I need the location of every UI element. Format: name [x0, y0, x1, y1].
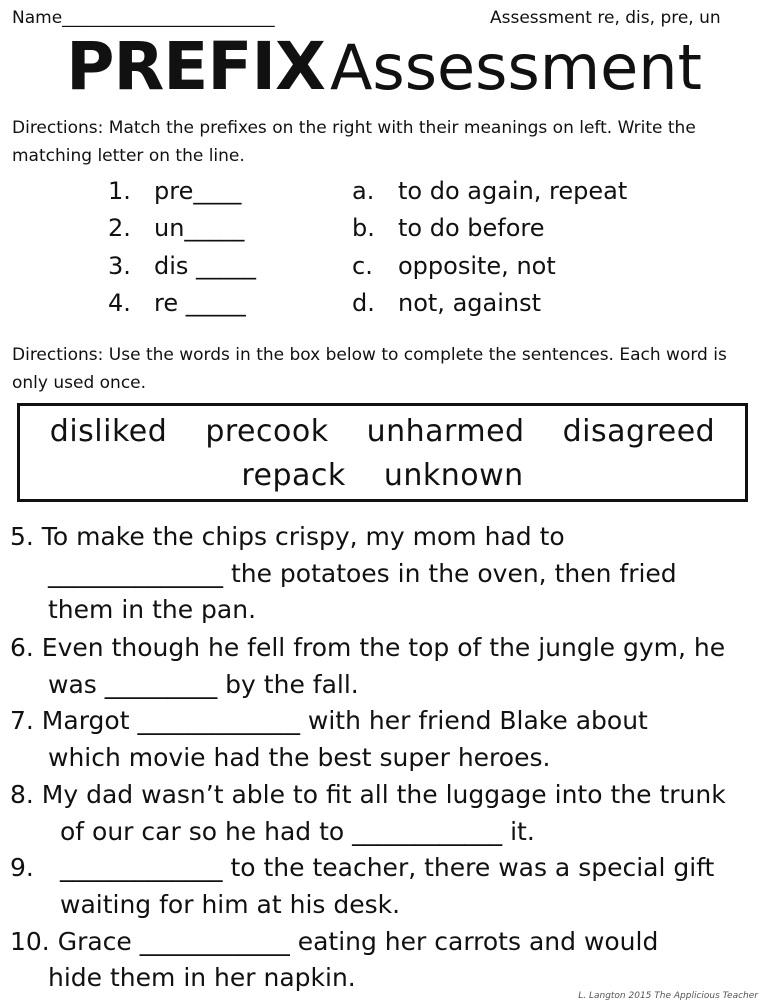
meaning-item [352, 214, 545, 242]
prefix-item [108, 289, 246, 317]
question-line: which movie had the best super heroes. [48, 743, 551, 772]
question-line: 8. My dad wasn’t able to fit all the luggage into the trunk [10, 780, 726, 809]
question-line: of our car so he had to ____________ it. [60, 817, 535, 846]
meaning-text: not, against [398, 289, 542, 317]
meaning-text: opposite, not [398, 252, 556, 280]
prefix-item [108, 214, 244, 242]
prefix-number: 4. [108, 289, 131, 317]
word-bank-word: unknown [383, 458, 524, 493]
question-line: was _________ by the fall. [48, 670, 359, 699]
question-line: ______________ the potatoes in the oven, then fried [48, 559, 677, 588]
word-bank-word: precook [205, 414, 329, 449]
question-number: 9. [10, 853, 34, 882]
meaning-item [352, 252, 556, 280]
copyright-credit: L. Langton 2015 The Applicious Teacher [578, 991, 758, 1001]
matching-directions: Directions: Match the prefixes on the right with their meanings on left. Write the matching letter on the line. [12, 118, 696, 166]
assessment-subject: Assessment re, dis, pre, un [490, 8, 721, 28]
meaning-letter: a. [352, 177, 375, 205]
question-line: them in the pan. [48, 595, 257, 624]
word-bank-row [20, 414, 745, 449]
prefix-text: dis _____ [154, 252, 257, 280]
word-bank-word: repack [241, 458, 346, 493]
question-line: 10. Grace ____________ eating her carrots and would [10, 927, 659, 956]
prefix-number: 1. [108, 177, 131, 205]
meaning-item [352, 289, 541, 317]
meaning-letter: d. [352, 289, 375, 317]
meaning-item [352, 177, 627, 205]
question-line: 7. Margot _____________ with her friend Blake about [10, 706, 648, 735]
question-line: 6. Even though he fell from the top of the jungle gym, he [10, 633, 726, 662]
meaning-letter: b. [352, 214, 375, 242]
name-field-label: Name_________________________ [12, 8, 275, 28]
word-bank-word: disagreed [562, 414, 716, 449]
question-line: waiting for him at his desk. [60, 890, 401, 919]
prefix-text: re _____ [154, 289, 246, 317]
word-bank-word: unharmed [366, 414, 525, 449]
prefix-text: pre____ [154, 177, 242, 205]
meaning-letter: c. [352, 252, 373, 280]
question-line: 5. To make the chips crispy, my mom had to [10, 522, 565, 551]
meaning-text: to do before [398, 214, 545, 242]
page-title [0, 28, 768, 105]
prefix-number: 3. [108, 252, 131, 280]
prefix-item [108, 252, 256, 280]
word-bank-row [20, 458, 745, 493]
meaning-text: to do again, repeat [398, 177, 628, 205]
word-bank-word: disliked [49, 414, 168, 449]
word-bank-box [17, 403, 748, 502]
title-bold: PREFIX [66, 28, 325, 105]
fill-in-directions: Directions: Use the words in the box below to complete the sentences. Each word is only used once. [12, 345, 727, 393]
question-line: hide them in her napkin. [48, 963, 356, 992]
prefix-text: un_____ [154, 214, 245, 242]
question-line: _____________ to the teacher, there was a special gift [60, 853, 715, 882]
title-light: Assessment [329, 31, 702, 104]
prefix-item [108, 177, 241, 205]
prefix-number: 2. [108, 214, 131, 242]
